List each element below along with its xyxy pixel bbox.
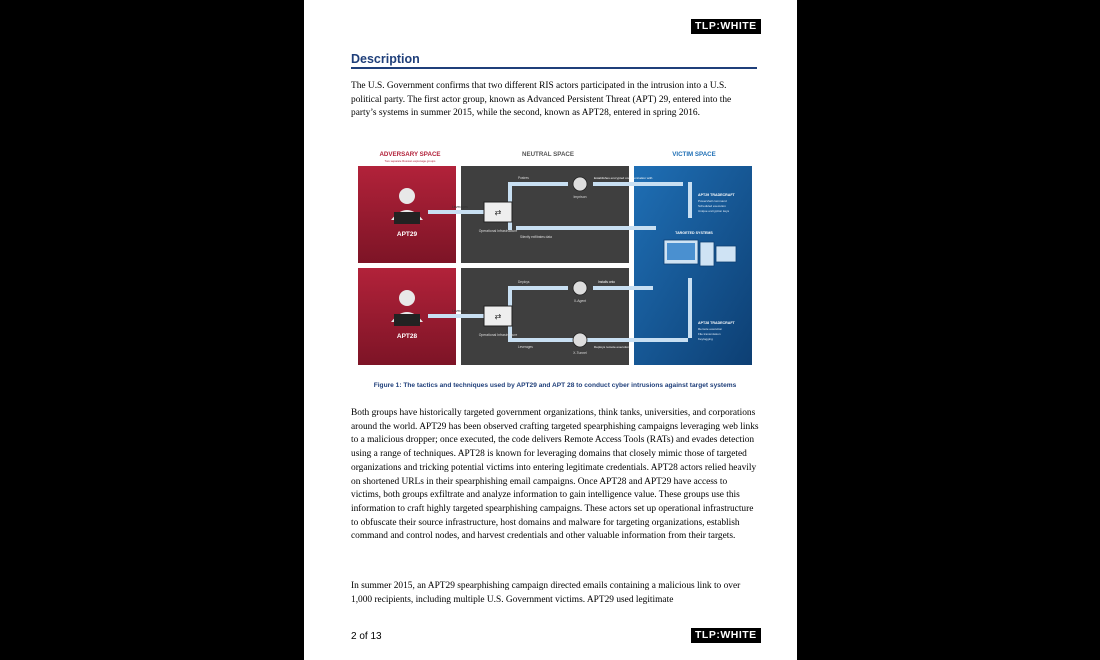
- leverages-top: Leverages: [452, 205, 468, 209]
- step-deploys: Deploys: [518, 280, 530, 284]
- op-infra-top-icon: [484, 202, 512, 222]
- malware-bottom-b-label: X-Tunnel: [573, 351, 587, 355]
- step-postres: Postres: [518, 176, 529, 180]
- apt29-tradecraft-item-2: Scheduled execution: [698, 204, 726, 208]
- step-leverages-bottom: Leverages: [518, 345, 533, 349]
- adversary-space-title: ADVERSARY SPACE: [379, 151, 441, 158]
- op-infra-bottom-icon: [484, 306, 512, 326]
- figure-caption: Figure 1: The tactics and techniques used by APT29 and APT 28 to conduct cyber intrusions against target systems: [373, 382, 737, 389]
- apt28-tradecraft-title: APT28 TRADECRAFT: [698, 321, 735, 325]
- paragraph-3: In summer 2015, an APT29 spearphishing campaign directed emails containing a malicious link to over 1,000 recipients, including multiple U.S. Government victims. APT29 used legitimate: [351, 581, 741, 605]
- figure-apt-diagram: [358, 148, 752, 368]
- op-infra-bottom-label: Operational Infrastructure: [478, 333, 518, 337]
- apt28-tradecraft-item-3: Keylogging: [698, 337, 713, 341]
- apt29-tradecraft-title: APT29 TRADECRAFT: [698, 193, 735, 197]
- malware-bottom-a-label: X-Agent: [573, 299, 587, 303]
- page-number: 2 of 13: [351, 631, 382, 642]
- apt28-tradecraft-item-1: Remote execution: [698, 327, 723, 331]
- step-installs: Installs onto: [598, 280, 616, 284]
- targeted-systems-title: TARGETED SYSTEMS: [675, 231, 713, 235]
- paragraph-2: Both groups have historically targeted government organizations, think tanks, universities, and corporations around the world. APT29 has been observed crafting targeted spearphishing campaigns leveraging web links to a malicious dropper; once executed, the code delivers Remote Access Tools (RATs) and evades detection using a range of techniques. APT28 is known for leveraging domains that closely mimic those of targeted organizations and tricking potential victims into entering legitimate credentials. APT28 actors relied heavily on shortened URLs in their spearphishing email campaigns. Once APT28 and APT29 have access to victims, both groups exfiltrate and analyze information to gain intelligence value. These groups use this information to craft highly targeted spearphishing campaigns. These actors set up operational infrastructure to obfuscate their source infrastructure, host domains and malware for targeting organizations, establish command and control nodes, and harvest credentials and other valuable information from their targets.: [351, 408, 759, 542]
- paragraph-1: The U.S. Government confirms that two different RIS actors participated in the intrusion into a U.S. political party. The first actor group, known as Advanced Persistent Threat (APT) 29, entered into the party’s systems in summer 2015, while the second, known as APT28, entered in spring 2016.: [351, 81, 732, 119]
- victim-space-title: VICTIM SPACE: [672, 151, 716, 158]
- adversary-space-subtitle: Two separate Russian espionage groups: [384, 159, 436, 163]
- malware-top-icon: [573, 177, 587, 191]
- malware-bottom-b-icon: [573, 333, 587, 347]
- malware-bottom-a-icon: [573, 281, 587, 295]
- apt29-tradecraft-item-1: Powershell command: [698, 199, 727, 203]
- apt28-label: APT28: [396, 333, 418, 340]
- svg-text:⇄: ⇄: [494, 208, 502, 217]
- step-deploys-remote: Deploys remote execution: [594, 345, 630, 349]
- leverages-bottom: Leverages: [452, 309, 468, 313]
- step-silently: Silently exfiltrates data: [520, 235, 552, 239]
- svg-text:⇄: ⇄: [494, 312, 502, 321]
- heading-rule: [351, 67, 757, 69]
- step-establishes: Establishes encrypted communication with: [594, 176, 653, 180]
- apt29-label: APT29: [396, 231, 418, 238]
- section-heading: Description: [351, 52, 420, 66]
- malware-top-label: Imprison: [573, 195, 587, 199]
- apt28-tradecraft-item-2: File transmission: [698, 332, 721, 336]
- neutral-space-title: NEUTRAL SPACE: [521, 151, 575, 158]
- tlp-label-top: TLP:WHITE: [691, 19, 761, 34]
- apt29-tradecraft-item-3: Unique encryption keys: [698, 209, 730, 213]
- op-infra-top-label: Operational Infrastructure: [478, 229, 518, 233]
- tlp-label-bottom: TLP:WHITE: [691, 628, 761, 643]
- document-page: [304, 0, 797, 660]
